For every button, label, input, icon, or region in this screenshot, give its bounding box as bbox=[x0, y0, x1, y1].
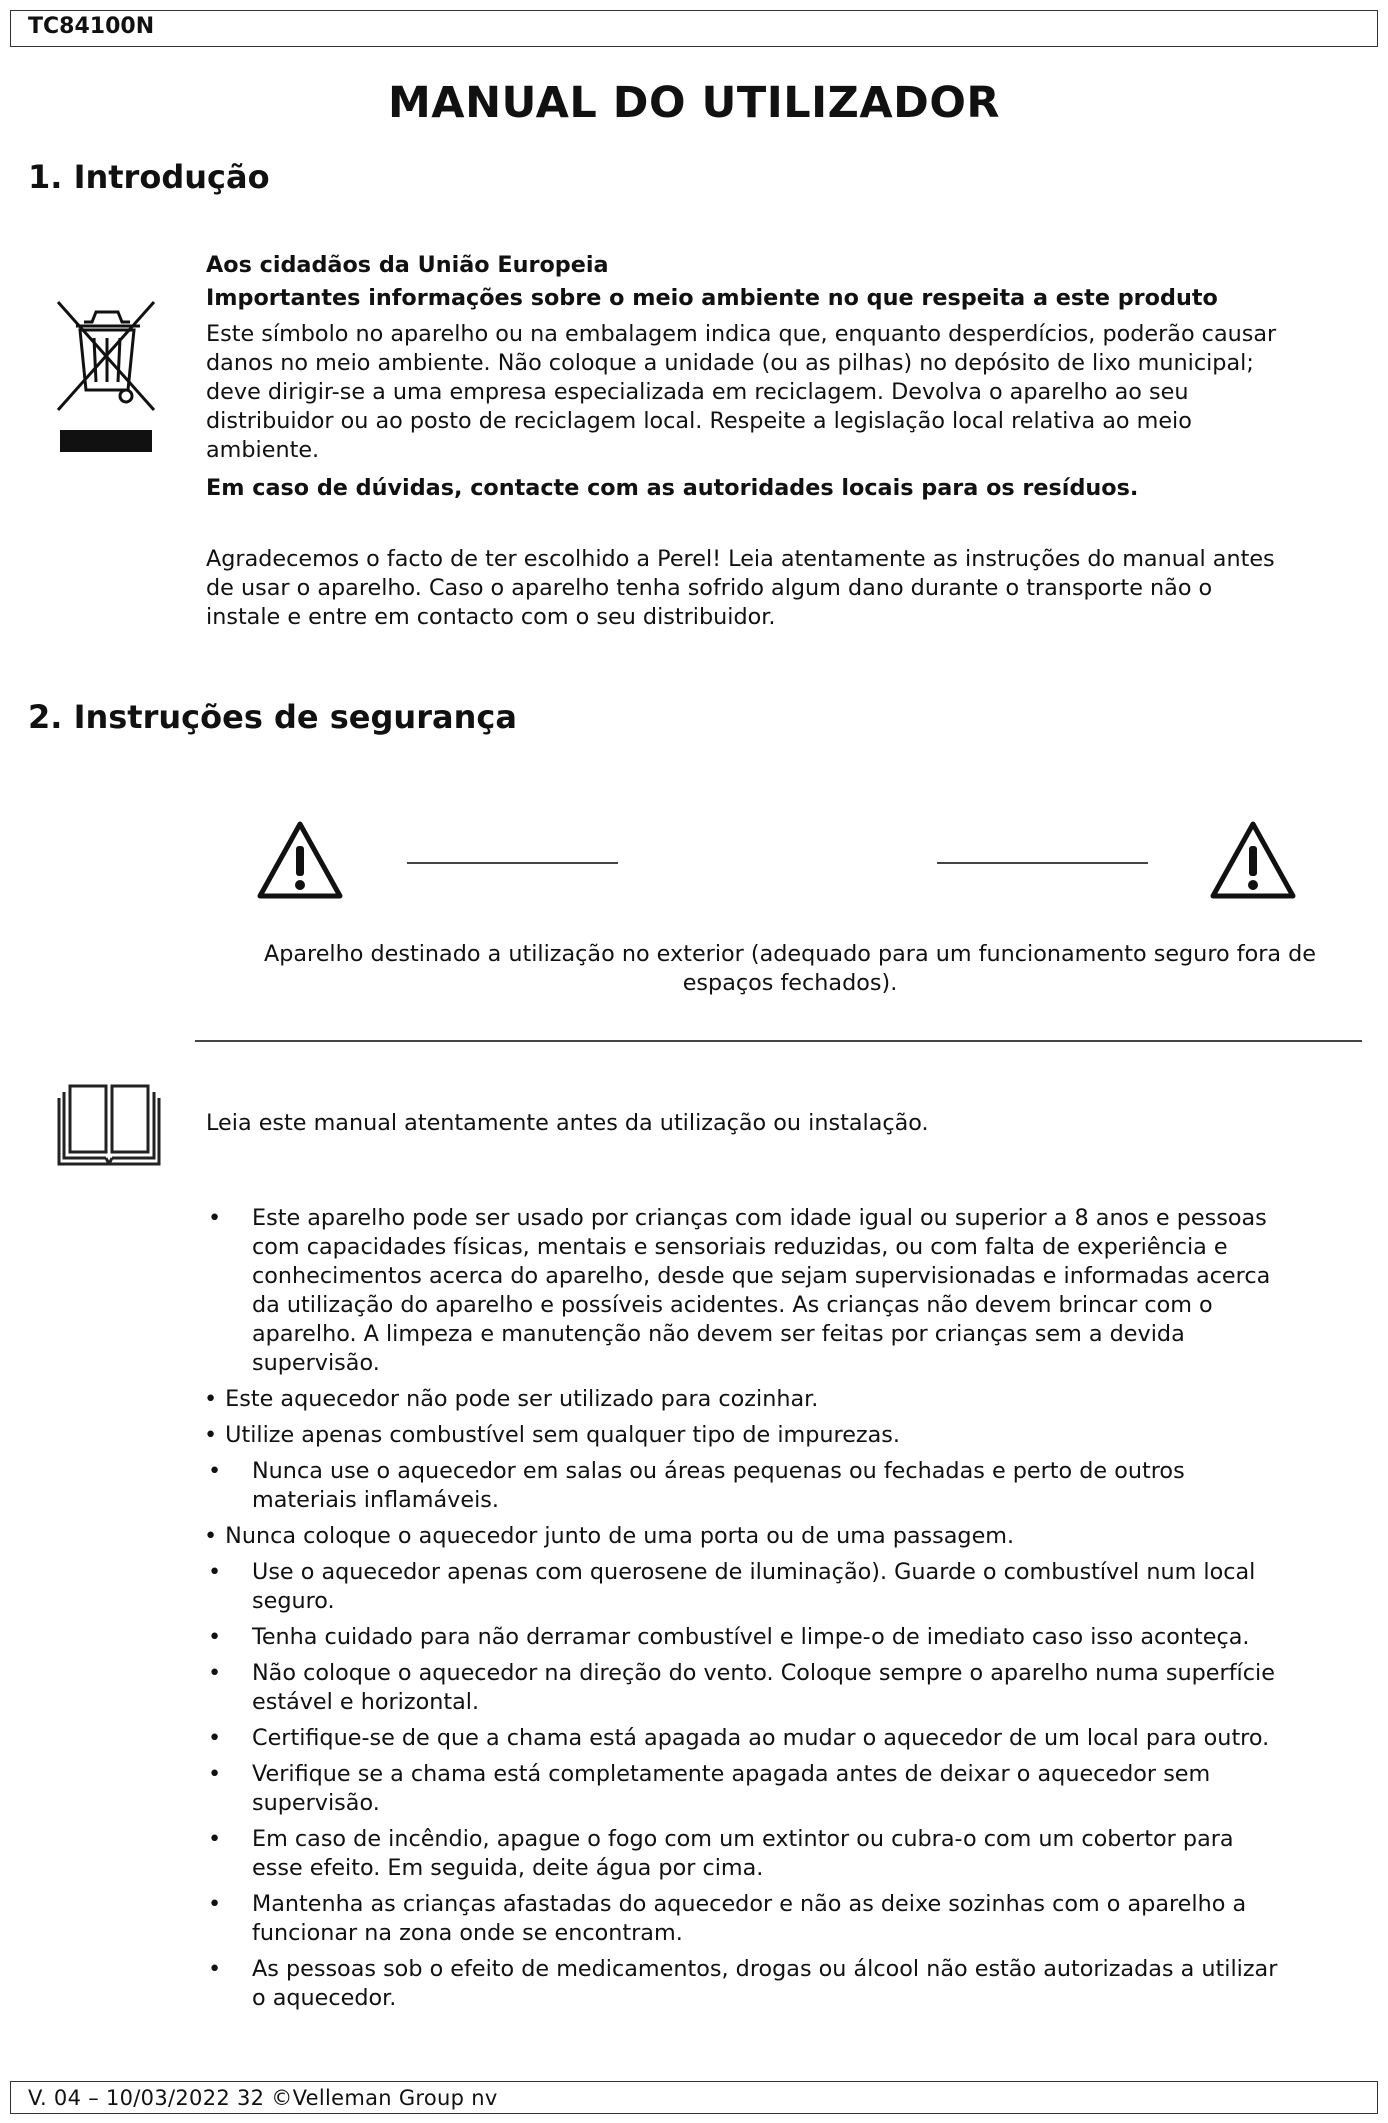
list-item-line: Certifique-se de que a chama está apagada ao mudar o aquecedor de um local para outro. bbox=[252, 1725, 1270, 1751]
list-item-line: conhecimentos acerca do aparelho, desde que sejam supervisionadas e informadas acerca bbox=[252, 1263, 1271, 1289]
list-item-line: Use o aquecedor apenas com querosene de iluminação). Guarde o combustível num local bbox=[252, 1559, 1256, 1585]
warning-rule-left bbox=[407, 862, 618, 864]
product-code: TC84100N bbox=[28, 14, 155, 39]
list-item-line: o aquecedor. bbox=[252, 1985, 397, 2011]
list-item-line: seguro. bbox=[252, 1588, 335, 1614]
list-item bbox=[204, 1457, 1344, 1515]
page-title: MANUAL DO UTILIZADOR bbox=[388, 78, 1000, 128]
list-item-line: funcionar na zona onde se encontram. bbox=[252, 1920, 683, 1946]
bullet-dot: • bbox=[204, 1386, 218, 1412]
bullet-dot: • bbox=[208, 1725, 222, 1751]
environment-text: Este símbolo no aparelho ou na embalagem indica que, enquanto desperdícios, poderão causar danos no meio ambiente. Não coloque a unidade (ou as pilhas) no depósito de lixo municipal; deve dirigir-se a uma empresa especializada em reciclagem. Devolva o aparelho ao seu distribuidor ou ao posto de reciclagem local. Respeite a legislação local relativa ao meio ambiente. bbox=[206, 321, 1277, 463]
list-item-line: Verifique se a chama está completamente apagada antes de deixar o aquecedor sem bbox=[252, 1761, 1211, 1787]
bullet-dot: • bbox=[208, 1458, 222, 1484]
weee-bin-icon bbox=[54, 296, 158, 456]
bullet-dot: • bbox=[204, 1422, 218, 1448]
bullet-dot: • bbox=[208, 1660, 222, 1686]
warning-icon bbox=[254, 818, 346, 902]
footer-version: V. 04 – 10/03/2022 32 ©Velleman Group nv bbox=[28, 2086, 498, 2110]
list-item-line: Este aquecedor não pode ser utilizado para cozinhar. bbox=[225, 1386, 819, 1412]
list-item bbox=[204, 1724, 1344, 1753]
list-item bbox=[204, 1385, 1344, 1414]
section-heading-introduction: 1. Introdução bbox=[28, 158, 270, 196]
bullet-dot: • bbox=[208, 1205, 222, 1231]
bullet-dot: • bbox=[208, 1761, 222, 1787]
read-manual-text: Leia este manual atentamente antes da utilização ou instalação. bbox=[206, 1110, 929, 1136]
list-item-line: da utilização do aparelho e possíveis acidentes. As crianças não devem brincar com o bbox=[252, 1292, 1213, 1318]
header-box bbox=[10, 10, 1378, 47]
bullet-dot: • bbox=[208, 1891, 222, 1917]
list-item bbox=[204, 1558, 1344, 1616]
list-item bbox=[204, 1955, 1344, 2013]
section-heading-safety: 2. Instruções de segurança bbox=[28, 698, 517, 736]
list-item bbox=[204, 1623, 1344, 1652]
list-item-line: Nunca coloque o aquecedor junto de uma porta ou de uma passagem. bbox=[225, 1523, 1015, 1549]
list-item-line: As pessoas sob o efeito de medicamentos, drogas ou álcool não estão autorizadas a utilizar bbox=[252, 1956, 1278, 1982]
list-item-line: Este aparelho pode ser usado por crianças com idade igual ou superior a 8 anos e pessoas bbox=[252, 1205, 1267, 1231]
environment-heading: Importantes informações sobre o meio ambiente no que respeita a este produto bbox=[206, 285, 1218, 311]
list-item-line: supervisão. bbox=[252, 1350, 380, 1376]
list-item bbox=[204, 1659, 1344, 1717]
doubts-text: Em caso de dúvidas, contacte com as autoridades locais para os resíduos. bbox=[206, 475, 1139, 501]
warning-rule-right bbox=[937, 862, 1148, 864]
bullet-dot: • bbox=[204, 1523, 218, 1549]
bullet-dot: • bbox=[208, 1559, 222, 1585]
list-item-line: Não coloque o aquecedor na direção do vento. Coloque sempre o aparelho numa superfície bbox=[252, 1660, 1275, 1686]
outdoor-use-text: Aparelho destinado a utilização no exterior (adequado para um funcionamento seguro fora de espaços fechados). bbox=[263, 941, 1317, 996]
read-manual-book-icon bbox=[56, 1080, 162, 1166]
list-item bbox=[204, 1760, 1344, 1818]
list-item bbox=[204, 1204, 1344, 1378]
list-item-line: Utilize apenas combustível sem qualquer tipo de impurezas. bbox=[225, 1422, 900, 1448]
list-item bbox=[204, 1825, 1344, 1883]
list-item-line: com capacidades físicas, mentais e sensoriais reduzidas, ou com falta de experiência e bbox=[252, 1234, 1228, 1260]
warning-icon bbox=[1207, 818, 1299, 902]
list-item-line: Tenha cuidado para não derramar combustível e limpe-o de imediato caso isso aconteça. bbox=[252, 1624, 1250, 1650]
safety-bullet-list bbox=[204, 1204, 1344, 2020]
eu-citizens-heading: Aos cidadãos da União Europeia bbox=[206, 252, 609, 278]
section-divider bbox=[195, 1040, 1362, 1042]
list-item-line: materiais inflamáveis. bbox=[252, 1487, 499, 1513]
thanks-paragraph: Agradecemos o facto de ter escolhido a Perel! Leia atentamente as instruções do manual antes de usar o aparelho. Caso o aparelho tenha sofrido algum dano durante o transporte não o instale e entre em contacto com o seu distribuidor. bbox=[206, 546, 1275, 630]
list-item bbox=[204, 1421, 1344, 1450]
bullet-dot: • bbox=[208, 1624, 222, 1650]
list-item bbox=[204, 1890, 1344, 1948]
list-item bbox=[204, 1522, 1344, 1551]
list-item-line: Nunca use o aquecedor em salas ou áreas pequenas ou fechadas e perto de outros bbox=[252, 1458, 1185, 1484]
list-item-line: Mantenha as crianças afastadas do aquecedor e não as deixe sozinhas com o aparelho a bbox=[252, 1891, 1247, 1917]
bullet-dot: • bbox=[208, 1826, 222, 1852]
list-item-line: supervisão. bbox=[252, 1790, 380, 1816]
list-item-line: esse efeito. Em seguida, deite água por cima. bbox=[252, 1855, 764, 1881]
list-item-line: aparelho. A limpeza e manutenção não devem ser feitas por crianças sem a devida bbox=[252, 1321, 1185, 1347]
list-item-line: Em caso de incêndio, apague o fogo com um extintor ou cubra-o com um cobertor para bbox=[252, 1826, 1234, 1852]
list-item-line: estável e horizontal. bbox=[252, 1689, 480, 1715]
bullet-dot: • bbox=[208, 1956, 222, 1982]
